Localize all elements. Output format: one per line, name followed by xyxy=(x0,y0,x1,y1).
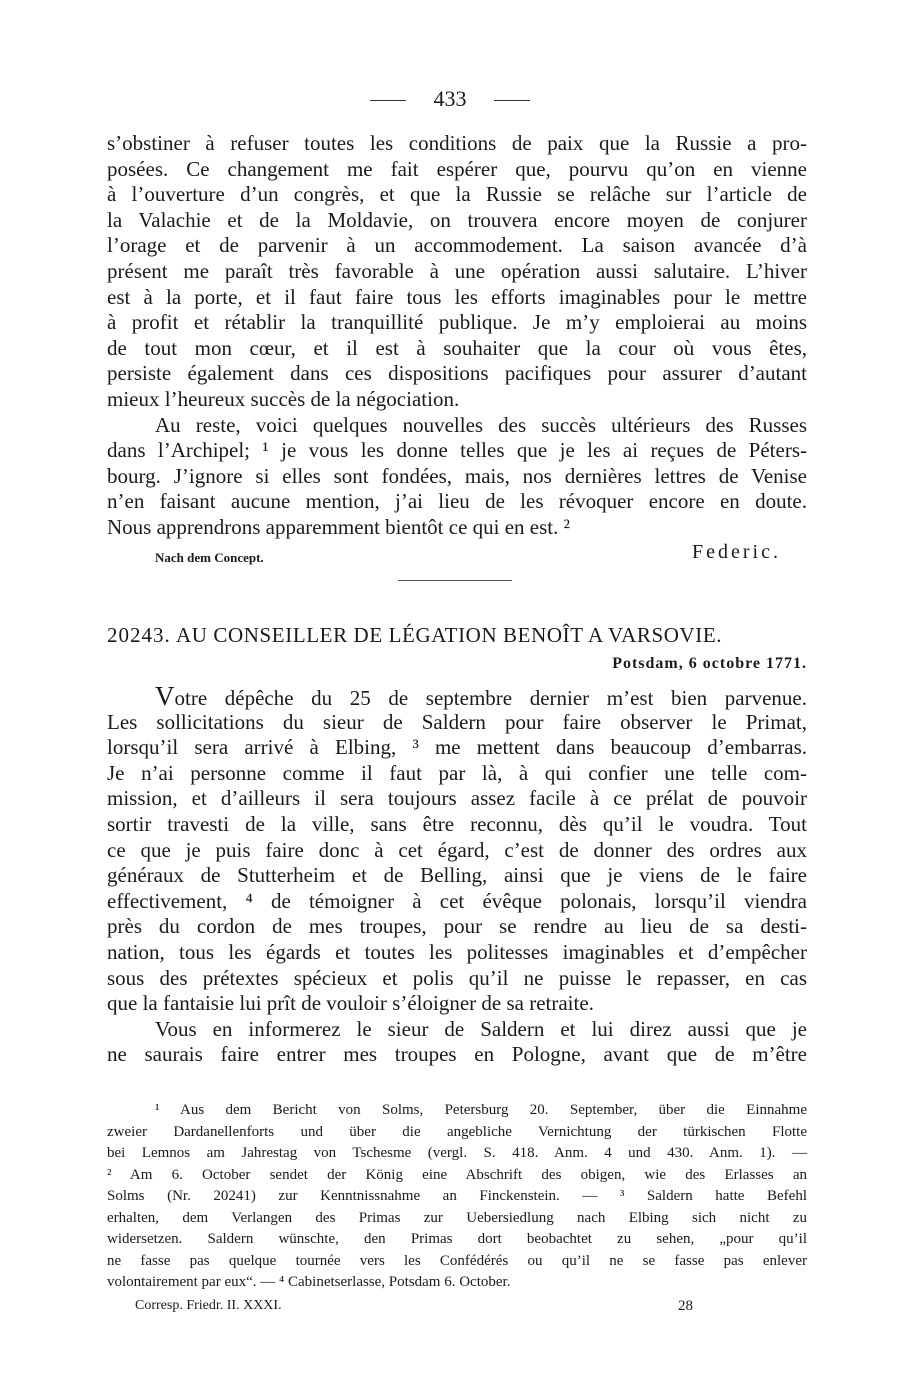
text-line: que la fantaisie lui prît de vouloir s’éloigner de sa retraite. xyxy=(107,991,594,1016)
initial-letter: V xyxy=(155,681,175,711)
signature: Federic. xyxy=(692,541,781,563)
text-line: mission, et d’ailleurs il sera toujours assez facile à ce prélat de pouvoir xyxy=(107,786,807,811)
letter-1-body xyxy=(107,131,807,541)
text-line: l’orage et de parvenir à un accommodement. La saison avancée d’à xyxy=(107,233,807,258)
text-line: persiste également dans ces dispositions pacifiques pour assurer d’autant xyxy=(107,361,807,386)
place-date: Potsdam, 6 octobre 1771. xyxy=(612,655,807,672)
footnote-line: widersetzen. Saldern wünschte, den Primas dort beobachtet zu sehen, „pour qu’il xyxy=(107,1231,807,1247)
text-line: Nous apprendrons apparemment bientôt ce qui en est. ² xyxy=(107,514,570,539)
text-line: la Valachie et de la Moldavie, on trouvera encore moyen de conjurer xyxy=(107,207,807,232)
text-line: posées. Ce changement me fait espérer que, pourvu qu’on en vienne xyxy=(107,156,807,181)
signature-mark: Corresp. Friedr. II. XXXI. xyxy=(135,1298,282,1313)
footnote-line: erhalten, dem Verlangen des Primas zur Uebersiedlung nach Elbing sich nicht zu xyxy=(107,1209,807,1226)
text-line: nation, tous les égards et toutes les politesses imaginables et d’empêcher xyxy=(107,939,807,964)
text-line: présent me paraît très favorable à une opération aussi salutaire. L’hiver xyxy=(107,258,807,283)
document-number: 20243. xyxy=(107,623,171,647)
text-line: effectivement, ⁴ de témoigner à cet évêque polonais, lorsqu’il viendra xyxy=(107,888,807,913)
page-header xyxy=(0,86,900,112)
text-line: lorsqu’il sera arrivé à Elbing, ³ me mettent dans beaucoup d’embarras. xyxy=(107,735,807,760)
text-line: généraux de Stutterheim et de Belling, ainsi que je viens de le faire xyxy=(107,863,807,888)
header-dash-right xyxy=(494,100,530,101)
page-number: 433 xyxy=(433,86,467,111)
text-line: à profit et rétablir la tranquillité publique. Je m’y emploierai au moins xyxy=(107,310,807,335)
text-line: otre dépêche du 25 de septembre dernier m’est bien parvenue. xyxy=(174,686,807,710)
text-line: Vous en informerez le sieur de Saldern et lui direz aussi que je xyxy=(155,1016,807,1041)
footnote-line: ² Am 6. October sendet der König eine Abschrift des obigen, wie des Erlasses an xyxy=(107,1166,807,1183)
closing-row xyxy=(107,541,807,569)
text-line: est à la porte, et il faut faire tous les efforts imaginables pour le mettre xyxy=(107,284,807,309)
letter-2-body xyxy=(107,681,807,1068)
footnote-line: Solms (Nr. 20241) zur Kenntnissnahme an Finckenstein. — ³ Saldern hatte Befehl xyxy=(107,1188,807,1204)
footnote-line: ¹ Aus dem Bericht von Solms, Petersburg 20. September, über die Einnahme xyxy=(155,1102,807,1118)
text-line: ce que je puis faire donc à cet égard, c’est de donner des ordres aux xyxy=(107,837,807,862)
footnote-line: bei Lemnos am Jahrestag von Tschesme (vergl. S. 418. Anm. 4 und 430. Anm. 1). — xyxy=(107,1145,807,1161)
header-dash-left xyxy=(370,100,406,101)
footnotes xyxy=(107,1100,807,1294)
text-line-first xyxy=(107,681,807,711)
text-line: sortir travesti de la ville, sans être reconnu, dès qu’il le voudra. Tout xyxy=(107,811,807,836)
text-line: n’en faisant aucune mention, j’ai lieu de les révoquer encore en doute. xyxy=(107,489,807,514)
text-line: dans l’Archipel; ¹ je vous les donne telles que je les ai reçues de Péters- xyxy=(107,438,807,463)
text-line: bourg. J’ignore si elles sont fondées, mais, nos dernières lettres de Venise xyxy=(107,463,807,488)
text-line: ne saurais faire entrer mes troupes en Pologne, avant que de m’être xyxy=(107,1042,807,1067)
text-line: Je n’ai personne comme il faut par là, à qui confier une telle com- xyxy=(107,760,807,785)
document-heading xyxy=(107,623,807,648)
addressee: AU CONSEILLER DE LÉGATION BENOÎT A VARSOVIE. xyxy=(176,623,723,647)
text-line: près du cordon de mes troupes, pour se rendre au lieu de sa desti- xyxy=(107,914,807,939)
text-line: à l’ouverture d’un congrès, et que la Russie se relâche sur l’article de xyxy=(107,182,807,207)
text-line: s’obstiner à refuser toutes les conditions de paix que la Russie a pro- xyxy=(107,131,807,155)
text-line: Au reste, voici quelques nouvelles des succès ultérieurs des Russes xyxy=(155,412,807,437)
sheet-number: 28 xyxy=(678,1298,693,1314)
footnote-line: volontairement par eux“. — ⁴ Cabinetserlasse, Potsdam 6. October. xyxy=(107,1274,511,1290)
text-line: sous des prétextes spécieux et polis qu’il ne puisse le repasser, en cas xyxy=(107,965,807,990)
text-line: mieux l’heureux succès de la négociation. xyxy=(107,386,460,411)
text-line: Les sollicitations du sieur de Saldern pour faire observer le Primat, xyxy=(107,709,807,734)
footnote-line: zweier Dardanellenforts und über die angebliche Vernichtung der türkischen Flotte xyxy=(107,1123,807,1140)
source-note: Nach dem Concept. xyxy=(155,550,264,565)
footnote-line: ne fasse pas quelque tournée vers les Confédérés ou qu’il ne se fasse pas enlever xyxy=(107,1252,807,1269)
text-line: de tout mon cœur, et il est à souhaiter que la cour où vous êtes, xyxy=(107,335,807,360)
section-divider xyxy=(398,580,512,581)
